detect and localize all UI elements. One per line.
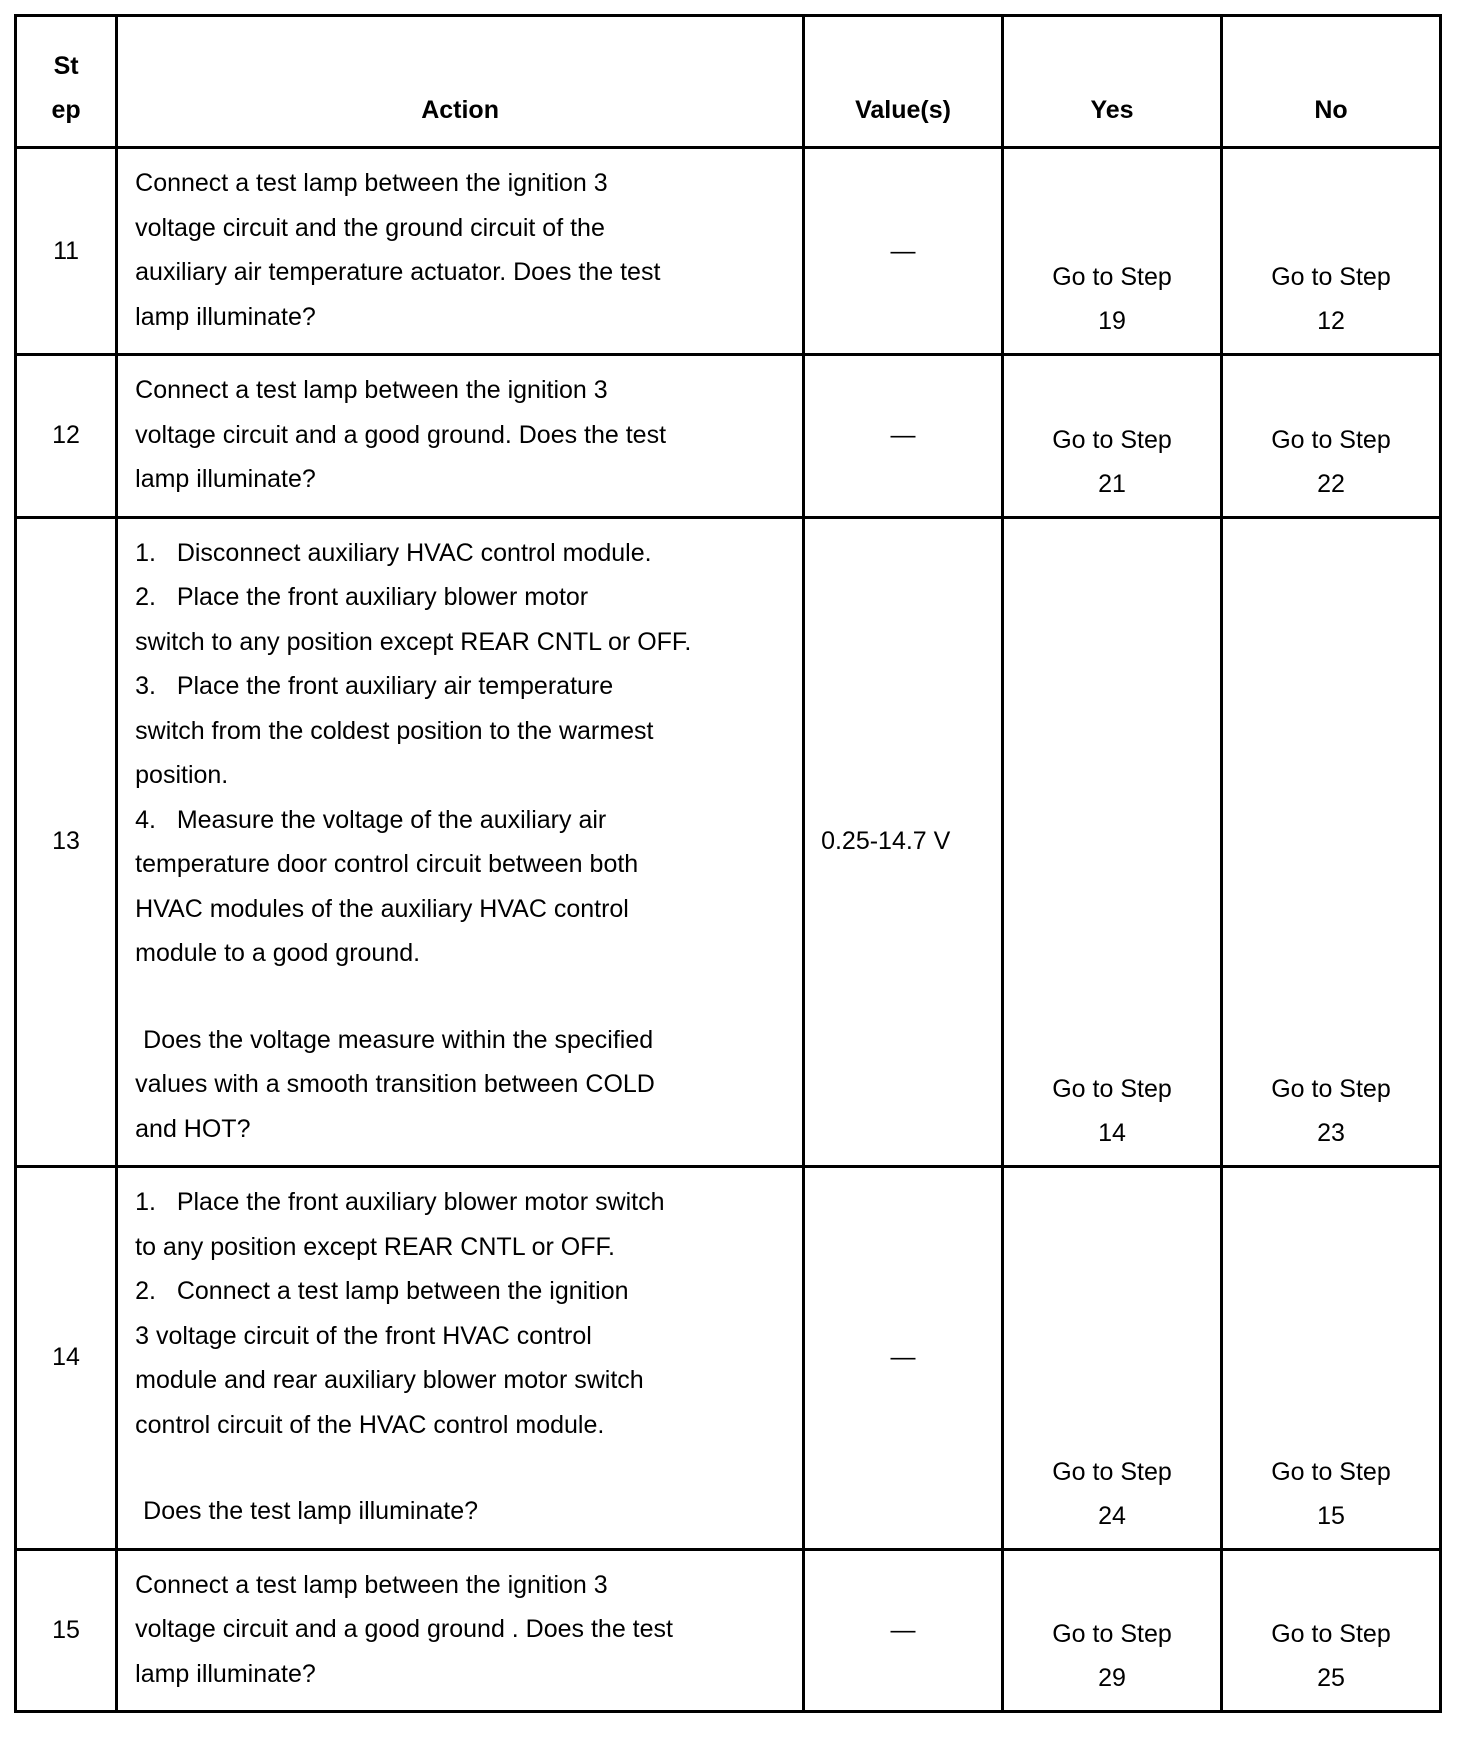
value-cell: — [804,1167,1003,1550]
action-line: position. [135,761,229,789]
no-step: 12 [1317,307,1345,335]
action-line: temperature door control circuit between both [135,850,639,878]
action-line: lamp illuminate? [135,465,316,493]
header-values: Value(s) [804,16,1003,148]
step-number: 12 [16,355,117,518]
action-line: to any position except REAR CNTL or OFF. [135,1232,615,1261]
diagnostic-table [14,14,1442,1713]
action-line: 3 voltage circuit of the front HVAC control [135,1321,592,1350]
no-label: Go to Step [1271,263,1391,291]
step-number: 13 [16,517,117,1167]
header-action: Action [117,16,804,148]
yes-step: 24 [1098,1501,1126,1530]
action-line: HVAC modules of the auxiliary HVAC control [135,894,629,923]
no-step: 25 [1317,1664,1345,1692]
yes-cell [1003,517,1222,1167]
no-cell [1221,1167,1440,1550]
no-label: Go to Step [1271,425,1391,454]
spacer [135,976,792,1018]
action-cell [117,148,804,355]
action-line: control circuit of the HVAC control module. [135,1410,605,1439]
action-line: switch from the coldest position to the warmest [135,716,654,745]
yes-step: 19 [1098,307,1126,335]
no-step: 15 [1317,1501,1345,1530]
header-step [16,16,117,148]
value-cell: — [804,1549,1003,1712]
action-cell [117,355,804,518]
action-line: 1. Disconnect auxiliary HVAC control module. [135,538,652,567]
yes-step: 29 [1098,1664,1126,1692]
yes-label: Go to Step [1052,1620,1172,1648]
no-cell [1221,517,1440,1167]
header-yes: Yes [1003,16,1222,148]
action-line: Connect a test lamp between the ignition 3 [135,169,608,197]
yes-cell [1003,148,1222,355]
yes-label: Go to Step [1052,1457,1172,1486]
table-row [16,1167,1441,1550]
value-cell: 0.25-14.7 V [804,517,1003,1167]
action-cell [117,517,804,1167]
yes-label: Go to Step [1052,425,1172,454]
step-number: 15 [16,1549,117,1712]
action-line: switch to any position except REAR CNTL or OFF. [135,627,692,656]
question-line: Does the voltage measure within the specified [143,1025,654,1054]
action-line: 2. Place the front auxiliary blower motor [135,583,589,611]
value-cell: — [804,148,1003,355]
value-cell: — [804,355,1003,518]
header-step-line2: ep [51,96,81,124]
header-step-line1: St [53,52,79,80]
no-cell [1221,355,1440,518]
action-line: 2. Connect a test lamp between the ignition [135,1277,629,1305]
action-line: 4. Measure the voltage of the auxiliary air [135,805,607,834]
yes-label: Go to Step [1052,263,1172,291]
action-line: module and rear auxiliary blower motor switch [135,1366,644,1394]
question-line: Does the test lamp illuminate? [143,1497,479,1525]
no-step: 22 [1317,469,1345,498]
no-step: 23 [1317,1119,1345,1147]
table-row [16,1549,1441,1712]
action-line: 1. Place the front auxiliary blower motor switch [135,1188,665,1216]
action-line: lamp illuminate? [135,1659,316,1688]
action-line: voltage circuit and a good ground. Does the test [135,420,667,449]
no-label: Go to Step [1271,1457,1391,1486]
yes-step: 14 [1098,1119,1126,1147]
header-row [16,16,1441,148]
action-line: 3. Place the front auxiliary air temperature [135,672,614,700]
spacer [135,1447,792,1489]
yes-cell [1003,355,1222,518]
action-line: lamp illuminate? [135,302,316,331]
question-line: values with a smooth transition between COLD [135,1070,655,1098]
step-number: 14 [16,1167,117,1550]
no-cell [1221,148,1440,355]
table-row [16,517,1441,1167]
action-line: voltage circuit and a good ground . Does the test [135,1615,673,1643]
action-cell [117,1167,804,1550]
yes-cell [1003,1549,1222,1712]
yes-label: Go to Step [1052,1075,1172,1103]
header-no: No [1221,16,1440,148]
step-number: 11 [16,148,117,355]
action-line: voltage circuit and the ground circuit of the [135,213,605,242]
no-label: Go to Step [1271,1620,1391,1648]
no-cell [1221,1549,1440,1712]
yes-step: 21 [1098,469,1126,498]
table-row [16,148,1441,355]
table-row [16,355,1441,518]
yes-cell [1003,1167,1222,1550]
no-label: Go to Step [1271,1075,1391,1103]
action-line: Connect a test lamp between the ignition 3 [135,1570,608,1599]
action-cell [117,1549,804,1712]
action-line: module to a good ground. [135,939,421,967]
action-line: Connect a test lamp between the ignition 3 [135,376,608,404]
question-line: and HOT? [135,1114,251,1143]
action-line: auxiliary air temperature actuator. Does the test [135,258,661,286]
